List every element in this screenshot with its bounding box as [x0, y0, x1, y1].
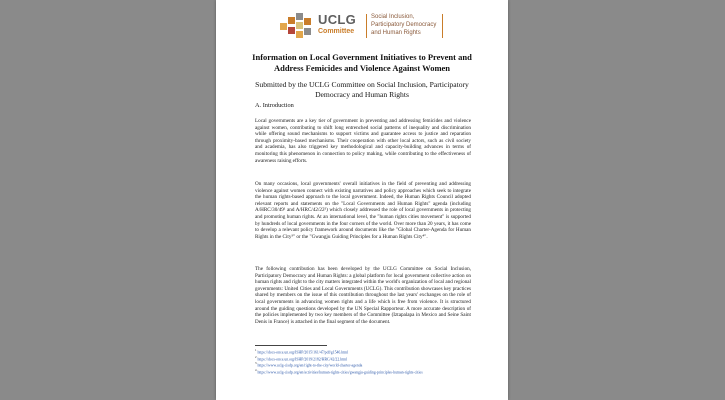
footnote-divider — [255, 345, 327, 346]
footnotes — [255, 348, 471, 375]
footnote-link[interactable]: $^4$ https://www.uclg-cisdp.org/en/activities/human-rights-cities/gwangju-guiding-principles-human-rights-cities — [255, 368, 423, 375]
logo-mark-icon — [280, 13, 314, 39]
section-heading: A. Introduction — [255, 102, 294, 109]
document-subtitle: Submitted by the UCLG Committee on Social Inclusion, Participatory Democracy and Human Rights — [255, 80, 469, 99]
logo-tagline: Social Inclusion, Participatory Democracy and Human Rights — [371, 14, 437, 36]
uclg-committee-logo — [280, 13, 450, 39]
footnote-link[interactable]: $^2$ https://docs-once.un.org/ISHP/2019/2182/HRC/42/22.html — [255, 354, 348, 361]
paragraph: The following contribution has been developed by the UCLG Committee on Social Inclusion, Participatory Democracy and Human Rights: a global platform for local government collective action on human rights and right to the city matters integrated within the world's organization of local and regional governments: United Cities and Local Governments (UCLG). This contribution showcases key practices shared by members on the issue of this contribution throughout the last years' exchanges on the role of local governments in advancing women rights and a life which is free from violence. It is structured around the guiding questions developed by the UN Special Rapporteur. A more accurate description of the policies implemented by two key members of the Committee (Iztapalapa in Mexico and Seine Saint Denis in France) is attached in the final segment of the document. — [255, 266, 471, 325]
logo-divider-right — [442, 14, 443, 38]
document-title: Information on Local Government Initiatives to Prevent and Address Femicides and Violence Against Women — [252, 52, 472, 73]
logo-divider — [366, 14, 367, 38]
footnote-link[interactable]: $^3$ https://www.uclg-cisdp.org/en/right-to-the-city/world-charter-agenda — [255, 361, 363, 368]
paragraph: Local governments are a key tier of government in preventing and addressing femicides and violence against women, contributing to shift long entrenched social patterns of inequality and discrimination while offering sound mechanisms to support victims and guarantee access to justice and reparation through proximity-based mechanisms. Their cooperation with other local actors, such as civil society and academia, has also triggered key methodological and capacity-building advances in terms of monitoring this phenomenon in connection to policy making, while contributing to the effectiveness of awareness raising efforts. — [255, 118, 471, 164]
logo-name: UCLG — [318, 12, 357, 27]
footnote-link[interactable]: $^1$ https://docs-once.un.org/ISHP/2015/161/47/pdf/g1546.html — [255, 348, 349, 355]
logo-committee: Committee — [318, 28, 355, 35]
paragraph: On many occasions, local governments' overall initiatives in the field of preventing and addressing violence against women connect with existing narratives and policy approaches which seek to integrate the human rights-based approach to the local government. Indeed, the Human Rights Council adopted relevant reports and statements on the "Local Governments and Human Rights" agenda (including A/HRC/30/49¹ and A/HRC/42/22²) which closely addressed the role of local governments in protecting and promoting human rights. At an international level, the "human rights cities movement" is supported by hundreds of local governments in the four corners of the world. Over more than 20 years, it has come to develop a relevant policy framework around documents like the "Global Charter-Agenda for Human Rights in the City³" or the "Gwangju Guiding Principles for a Human Rights City⁴". — [255, 181, 471, 240]
document-page — [216, 0, 508, 400]
